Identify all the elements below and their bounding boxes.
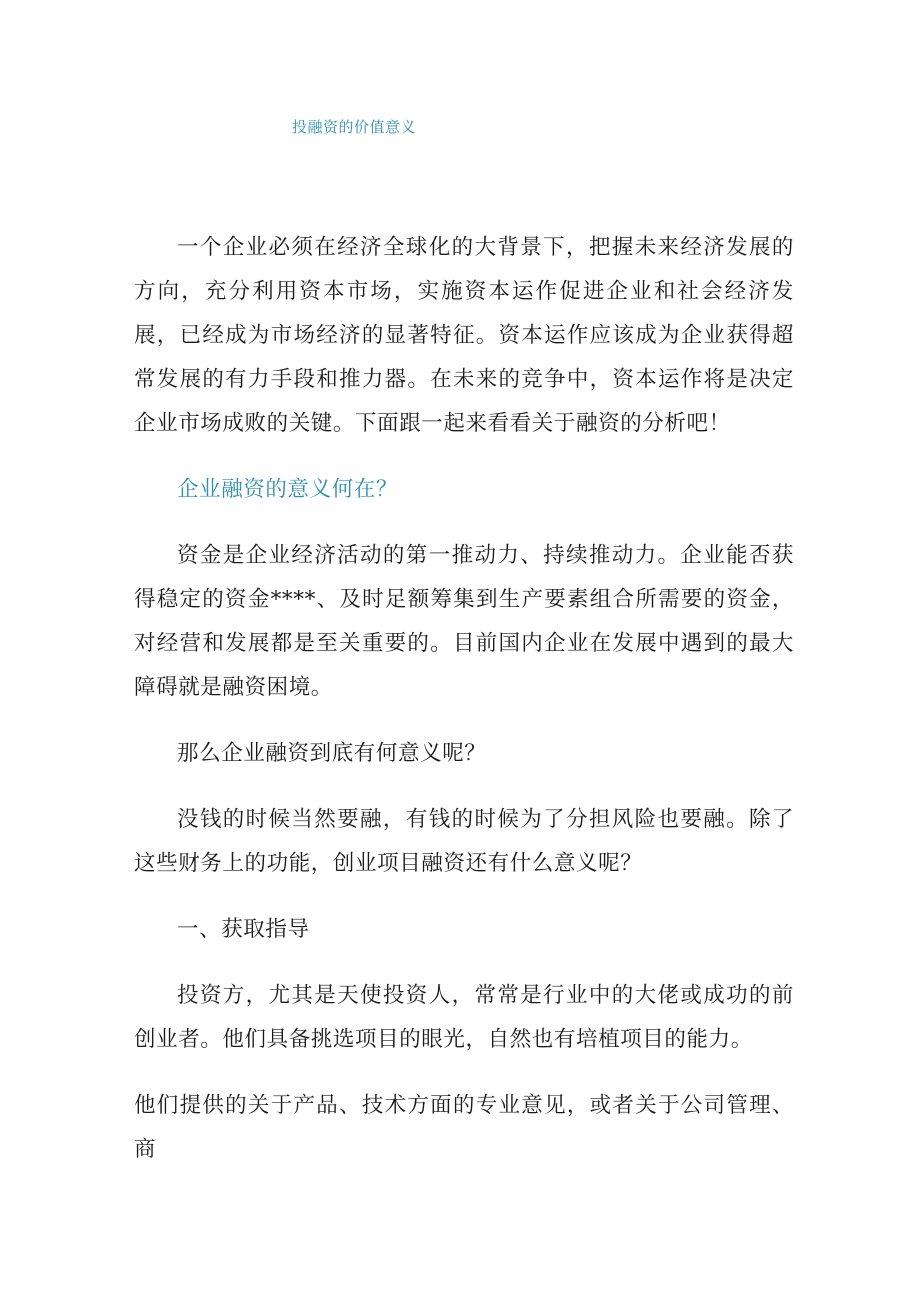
document-title: 投融资的价值意义 <box>292 118 417 136</box>
paragraph-investors: 投资方，尤其是天使投资人，常常是行业中的大佬或成功的前创业者。他们具备挑选项目的眼光，自然也有培植项目的能力。 <box>134 983 794 1052</box>
section-heading-significance: 企业融资的意义何在？ <box>177 477 399 502</box>
section-heading-guidance: 一、获取指导 <box>177 917 310 942</box>
paragraph-question: 那么企业融资到底有何意义呢？ <box>177 741 487 766</box>
paragraph-intro: 一个企业必须在经济全球化的大背景下，把握未来经济发展的方向，充分利用资本市场，实施资本运作促进企业和社会经济发展，已经成为市场经济的显著特征。资本运作应该成为企业获得超常发展的有力手段和推力器。在未来的竞争中，资本运作将是决定企业市场成败的关键。下面跟一起来看看关于融资的分析吧！ <box>134 235 794 436</box>
paragraph-funds: 资金是企业经济活动的第一推动力、持续推动力。企业能否获得稳定的资金****、及时足额筹集到生产要素组合所需要的资金，对经营和发展都是至关重要的。目前国内企业在发展中遇到的最大障碍就是融资困境。 <box>134 543 794 700</box>
paragraph-why-finance: 没钱的时候当然要融，有钱的时候为了分担风险也要融。除了这些财务上的功能，创业项目融资还有什么意义呢？ <box>134 807 794 876</box>
paragraph-advice: 他们提供的关于产品、技术方面的专业意见，或者关于公司管理、商 <box>134 1093 794 1162</box>
document-body <box>134 226 794 1172</box>
